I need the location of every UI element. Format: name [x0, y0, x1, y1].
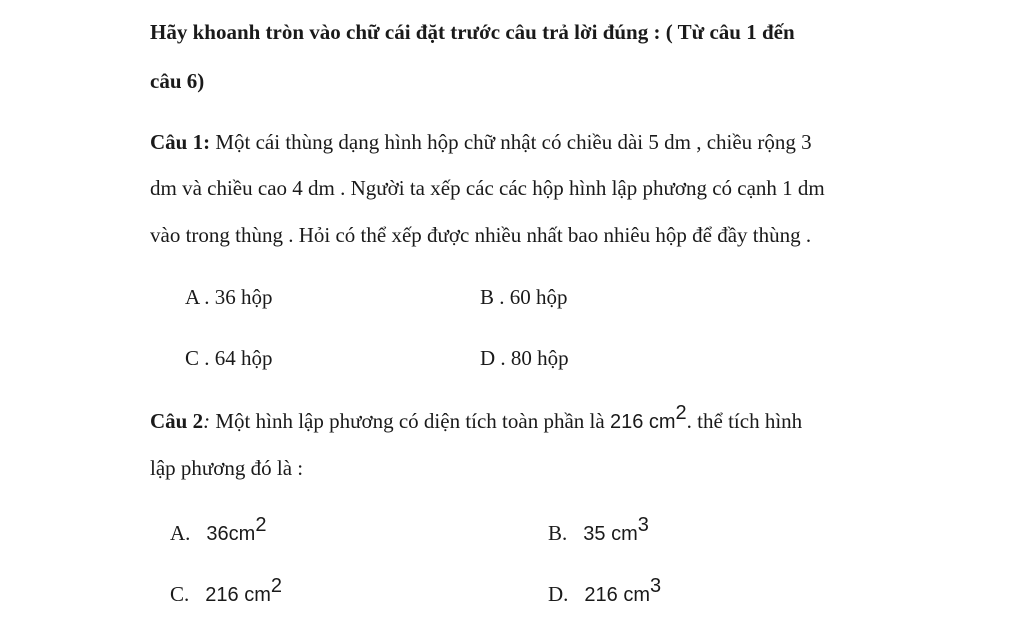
question-2-area-value: 216 cm: [609, 411, 676, 433]
question-2-option-d-sup: 3: [650, 575, 662, 597]
question-1-label: Câu 1:: [150, 130, 211, 154]
question-2-option-b-sup: 3: [637, 514, 649, 536]
question-1-option-a[interactable]: A . 36 hộp: [185, 285, 273, 309]
question-2-option-c-value: 216 cm: [205, 584, 271, 606]
question-2-option-d[interactable]: [548, 575, 662, 608]
question-2-area-sup: 2: [675, 402, 687, 424]
question-2-option-a-sup: 2: [255, 514, 267, 536]
question-2-option-a[interactable]: [170, 514, 267, 547]
question-2-option-a-value: 36cm: [206, 523, 256, 545]
question-2-option-c-sup: 2: [270, 575, 282, 597]
question-2-option-a-letter: A.: [170, 521, 191, 545]
question-2-text-1: Một hình lập phương có diện tích toàn phần là: [210, 409, 610, 433]
question-1-option-d[interactable]: D . 80 hộp: [480, 346, 569, 370]
question-1-line-3: vào trong thùng . Hỏi có thể xếp được nhiều nhất bao nhiêu hộp để đầy thùng .: [150, 223, 812, 247]
question-1-text-1: Một cái thùng dạng hình hộp chữ nhật có chiều dài 5 dm , chiều rộng 3: [210, 130, 812, 154]
question-2-line-2: lập phương đó là :: [150, 456, 304, 480]
instruction-line-2: câu 6): [150, 69, 205, 93]
question-2-text-rest: . thể tích hình: [686, 409, 803, 433]
question-1-option-c[interactable]: C . 64 hộp: [185, 346, 273, 370]
question-1-line-1: [150, 129, 812, 155]
question-2-option-b-value: 35 cm: [583, 523, 638, 545]
question-2-label: Câu 2: [150, 409, 204, 433]
question-1-line-2: dm và chiều cao 4 dm . Người ta xếp các các hộp hình lập phương có cạnh 1 dm: [150, 176, 825, 200]
instruction-line-1: Hãy khoanh tròn vào chữ cái đặt trước câu trả lời đúng : ( Từ câu 1 đến: [150, 20, 795, 44]
question-2-option-b[interactable]: [548, 514, 649, 547]
question-1-option-b[interactable]: B . 60 hộp: [480, 285, 568, 309]
question-2-option-c-letter: C.: [170, 582, 190, 606]
question-2-option-b-letter: B.: [548, 521, 568, 545]
question-2-option-d-letter: D.: [548, 582, 569, 606]
question-2-line-1: [150, 402, 803, 435]
question-2-option-d-value: 216 cm: [584, 584, 651, 606]
question-2-option-c[interactable]: [170, 575, 282, 608]
question-2-colon: :: [203, 409, 211, 433]
